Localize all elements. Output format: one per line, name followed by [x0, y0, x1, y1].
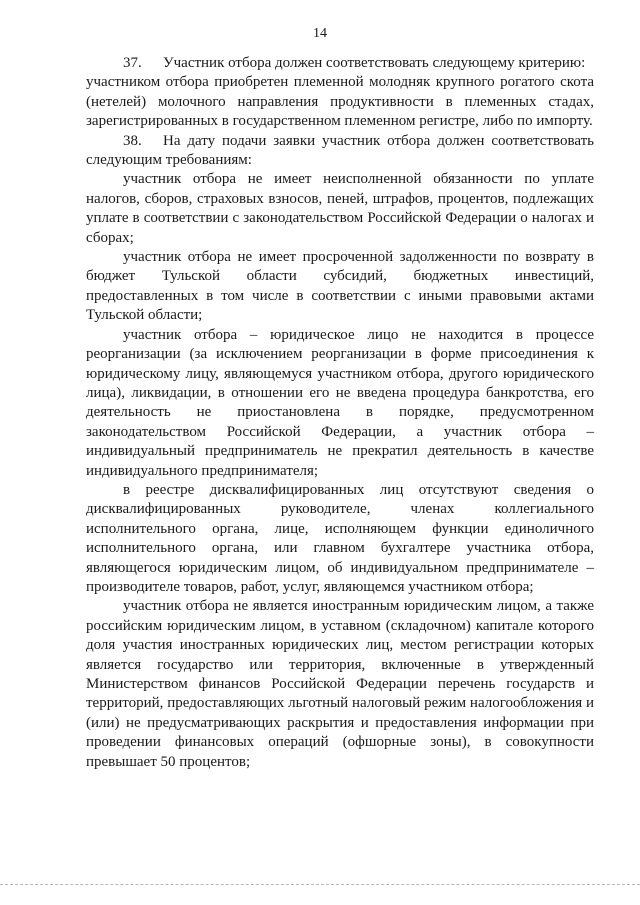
item-number: 38. [123, 132, 142, 149]
paragraph-text: участник отбора не имеет просроченной задолженности по возврату в бюджет Тульской области субсидий, бюджетных инвестиций, предоставленных в том числе в соответствии с иными правовыми актами Тульской области; [86, 249, 594, 324]
requirement-reorganization [86, 326, 594, 481]
paragraph-text: участником отбора приобретен племенной молодняк крупного рогатого скота (нетелей) молочного направления продуктивности в племенных стадах, зарегистрированных в государственном племенном регистре, либо по импорту. [86, 74, 594, 130]
item-number: 37. [123, 55, 142, 71]
requirement-foreign-entity [86, 597, 594, 772]
paragraph-text: в реестре дисквалифицированных лиц отсутствуют сведения о дисквалифицированных руководителе, членах коллегиального исполнительного органа, лице, исполняющем функции единоличного исполнительного органа, или главном бухгалтере участника отбора, являющегося юридическим лицом, об индивидуальном предпринимателе – производителе товаров, работ, услуг, являющемся участником отбора; [86, 481, 594, 595]
paragraph-37-criterion [86, 73, 594, 131]
paragraph-text: Участник отбора должен соответствовать следующему критерию: [163, 55, 586, 71]
paragraph-38 [86, 132, 594, 171]
requirement-disqualified-registry [86, 481, 594, 597]
scan-edge-line [0, 884, 640, 885]
paragraph-text: участник отбора не имеет неисполненной обязанности по уплате налогов, сборов, страховых взносов, пеней, штрафов, процентов, подлежащих уплате в соответствии с законодательством Российской Федерации о налогах и сборах; [86, 171, 594, 246]
paragraph-text: участник отбора не является иностранным юридическим лицом, а также российским юридическим лицом, в уставном (складочном) капитале которого доля участия иностранных юридических лиц, местом регистрации которых является государство или территория, включенные в утвержденный Министерством финансов Российской Федерации перечень государств и территорий, предоставляющих льготный налоговый режим налогообложения и (или) не предусматривающих раскрытия и предоставления информации при проведении финансовых операций (офшорные зоны), в совокупности превышает 50 процентов; [86, 598, 594, 770]
requirement-taxes [86, 170, 594, 248]
paragraph-37 [86, 54, 594, 73]
page-number: 14 [313, 26, 327, 41]
document-body [86, 54, 594, 772]
paragraph-text: На дату подачи заявки участник отбора должен соответствовать следующим требованиям: [86, 132, 594, 169]
paragraph-text: участник отбора – юридическое лицо не находится в процессе реорганизации (за исключением реорганизации в форме присоединения к юридическому лицу, являющемуся участником отбора, другого юридического лица), ликвидации, в отношении его не введена процедура банкротства, его деятельность не приостановлена в порядке, предусмотренном законодательством Российской Федерации, а участник отбора – индивидуальный предприниматель не прекратил деятельность в качестве индивидуального предпринимателя; [86, 326, 594, 479]
requirement-debt [86, 248, 594, 326]
